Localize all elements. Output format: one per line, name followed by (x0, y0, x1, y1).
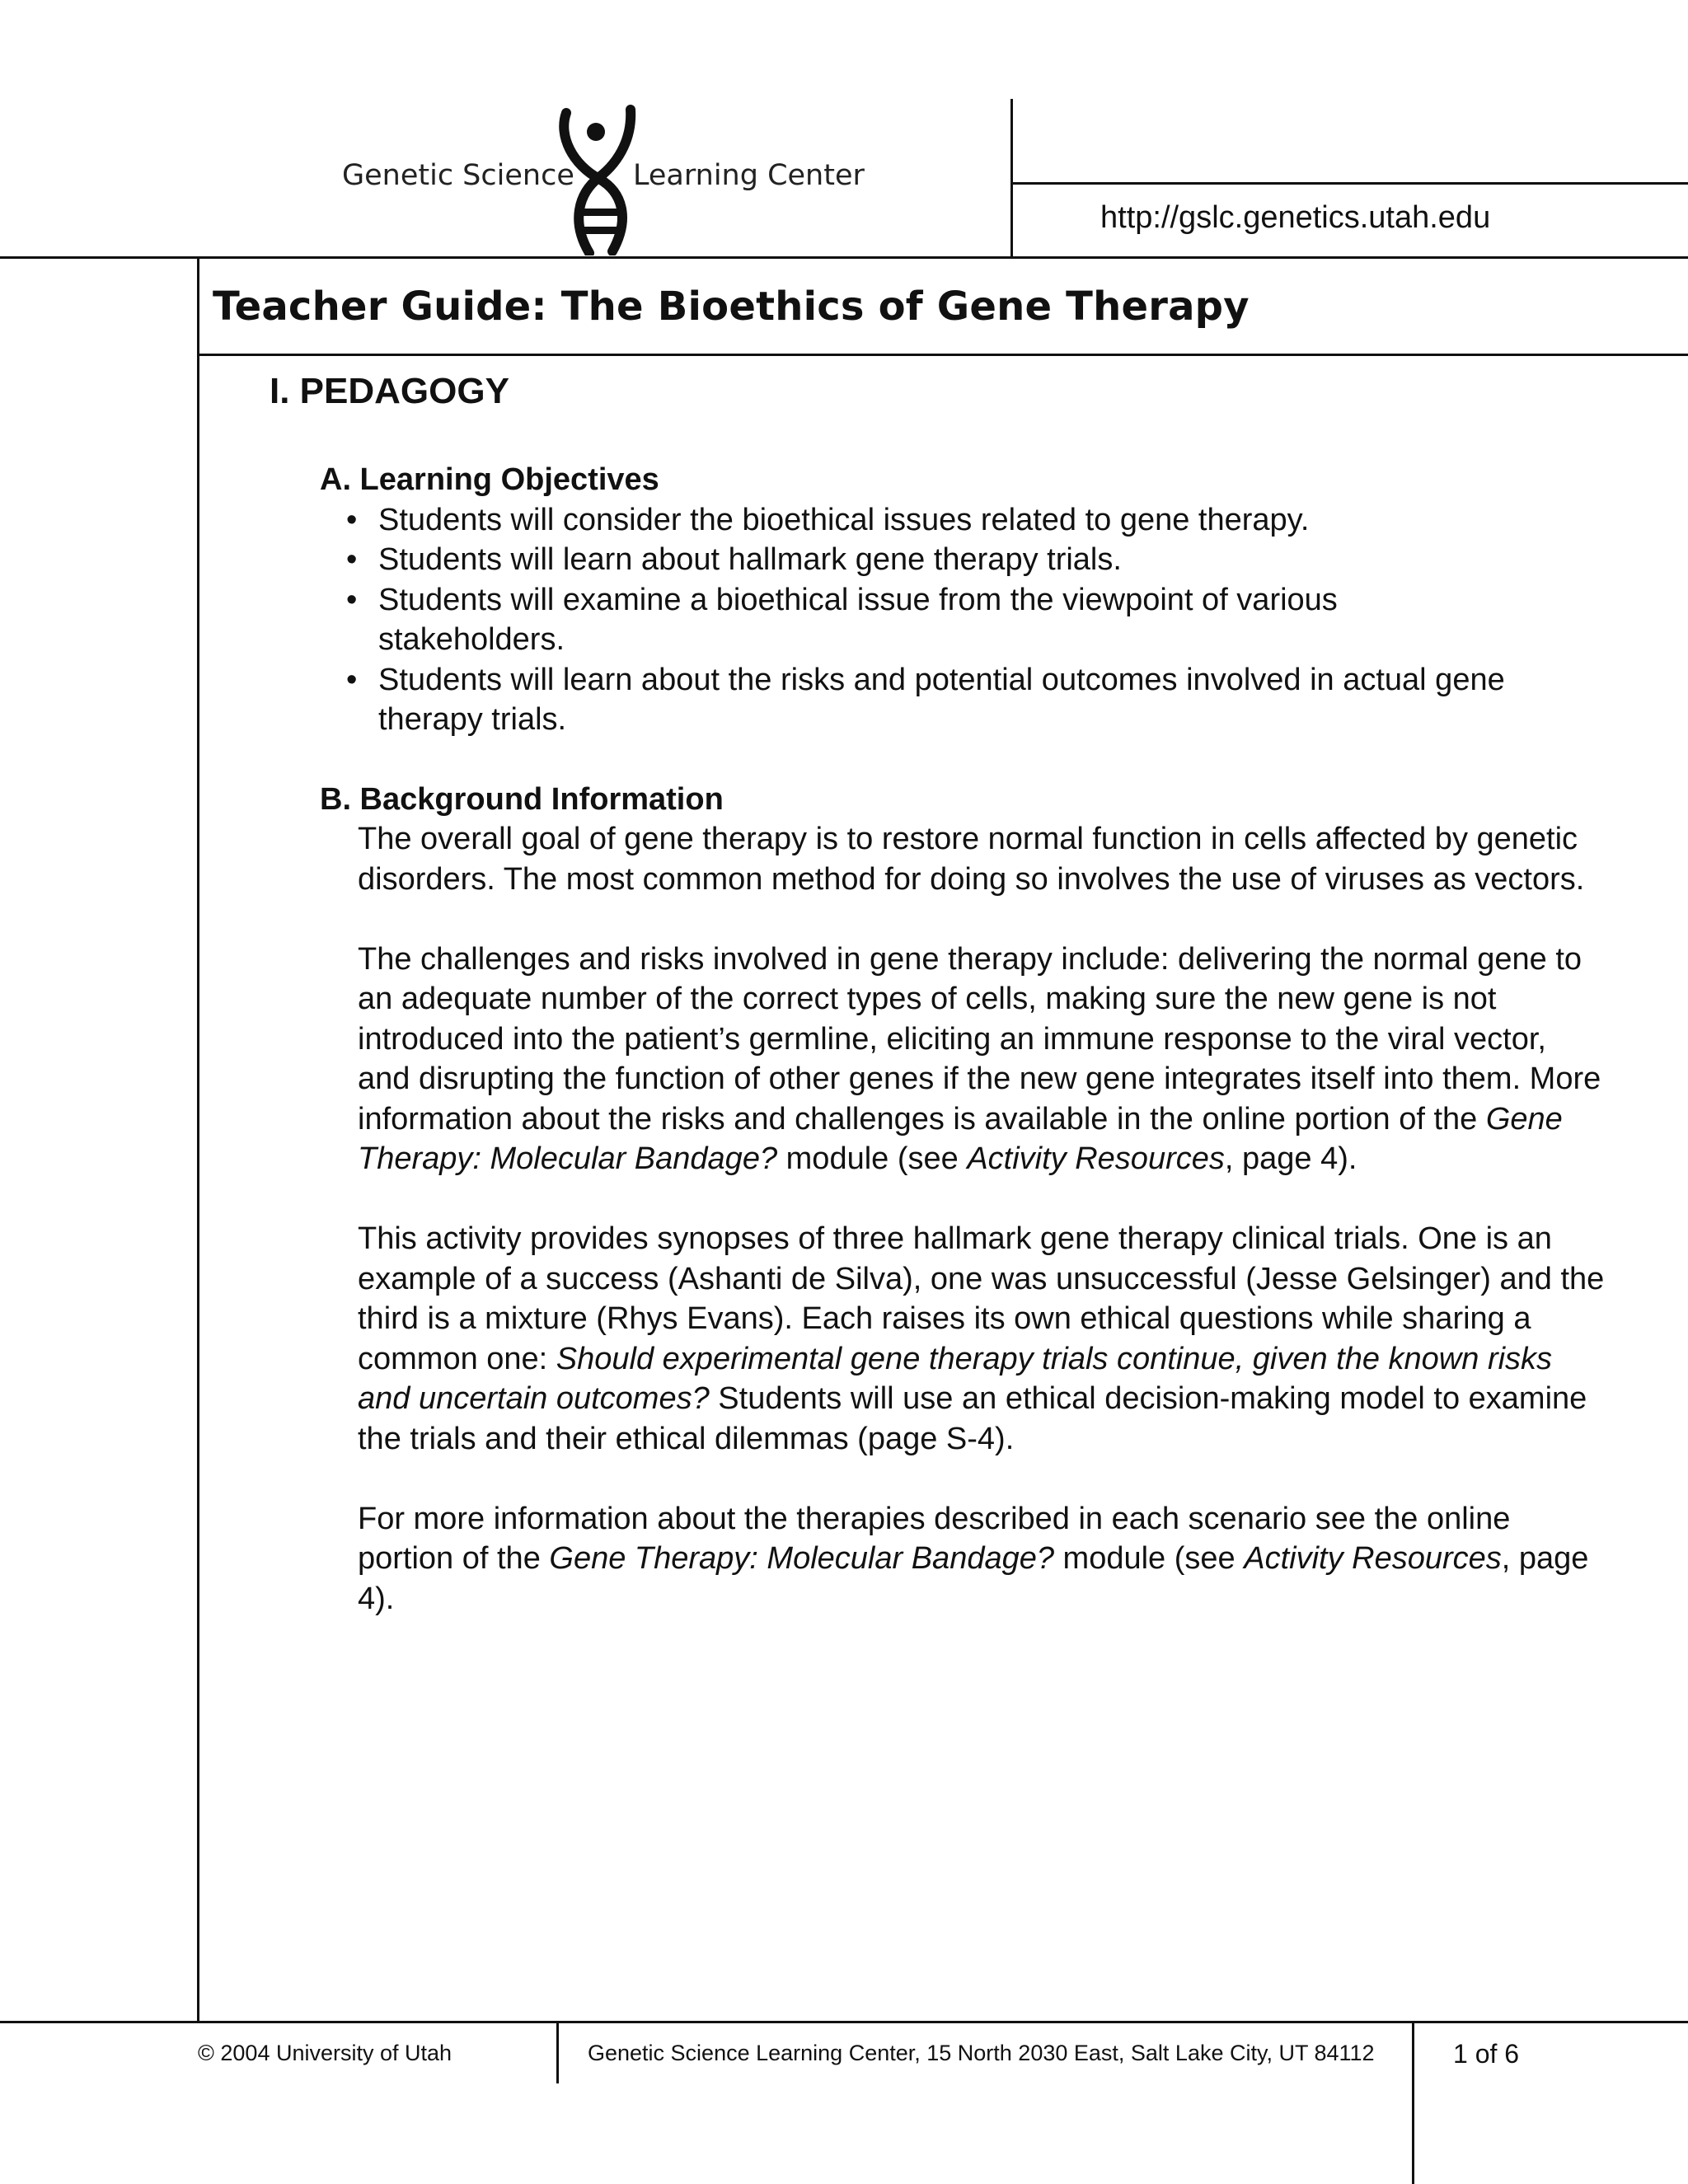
background-paragraph-2: The challenges and risks involved in gene therapy include: delivering the normal gene to an adequate number of the correct types of cells, making sure the new gene is not introduced into the patient’s germline, eliciting an immune response to the viral vector, and disrupting the function of other genes if the new gene integrates itself into them. More information about the risks and challenges is available in the online portion of the Gene Therapy: Molecular Bandage? module (see Activity Resources, page 4). (358, 941, 1601, 1176)
background-paragraph-1: The overall goal of gene therapy is to restore normal function in cells affected by genetic disorders. The most common method for doing so involves the use of viruses as vectors. (358, 822, 1585, 897)
background-paragraph-3: This activity provides synopses of three hallmark gene therapy clinical trials. One is an example of a success (Ashanti de Silva), one was unsuccessful (Jesse Gelsinger) and the third is a mixture (Rhys Evans). Each raises its own ethical questions while sharing a common one: Should experimental gene therapy trials continue, given the known risks and uncertain outcomes? Students will use an ethical decision-making model to examine the trials and their ethical dilemmas (page S-4). (358, 1221, 1605, 1456)
site-url: http://gslc.genetics.utah.edu (1100, 200, 1491, 235)
header-vertical-rule (1010, 99, 1013, 257)
footer-copyright: © 2004 University of Utah (198, 2041, 452, 2065)
footer-divider-left (556, 2021, 559, 2083)
list-item: • Students will examine a bioethical issue from the viewpoint of various stakeholders. (320, 580, 1606, 660)
page-number: 1 of 6 (1453, 2039, 1520, 2069)
footer-top-rule (0, 2021, 1688, 2023)
objectives-list (320, 500, 1606, 740)
footer-address: Genetic Science Learning Center, 15 North 2030 East, Salt Lake City, UT 84112 (588, 2041, 1375, 2065)
bullet-icon: • (346, 582, 358, 617)
bullet-icon: • (346, 542, 358, 577)
list-item: • Students will consider the bioethical issues related to gene therapy. (320, 500, 1606, 541)
bullet-icon: • (346, 502, 358, 537)
title-bottom-rule (197, 354, 1688, 356)
left-margin-rule (197, 256, 199, 2022)
gslc-logo (338, 103, 865, 260)
section-heading: I. PEDAGOGY (270, 371, 509, 411)
bullet-icon: • (346, 662, 358, 697)
page-title: Teacher Guide: The Bioethics of Gene Therapy (213, 284, 1250, 330)
header-right-rule (1012, 182, 1688, 185)
list-item: • Students will learn about hallmark gene therapy trials. (320, 540, 1606, 580)
logo-text-right: Learning Center (633, 159, 865, 192)
list-item: • Students will learn about the risks and potential outcomes involved in actual gene therapy trials. (320, 660, 1606, 740)
footer-divider-right (1412, 2021, 1414, 2184)
objectives-heading: A. Learning Objectives (320, 462, 659, 497)
background-heading: B. Background Information (320, 781, 724, 817)
background-paragraph-4: For more information about the therapies described in each scenario see the online portion of the Gene Therapy: Molecular Bandage? module (see Activity Resources, page 4). (358, 1501, 1589, 1616)
logo-text-left: Genetic Science (342, 159, 574, 192)
main-content (320, 460, 1606, 1659)
